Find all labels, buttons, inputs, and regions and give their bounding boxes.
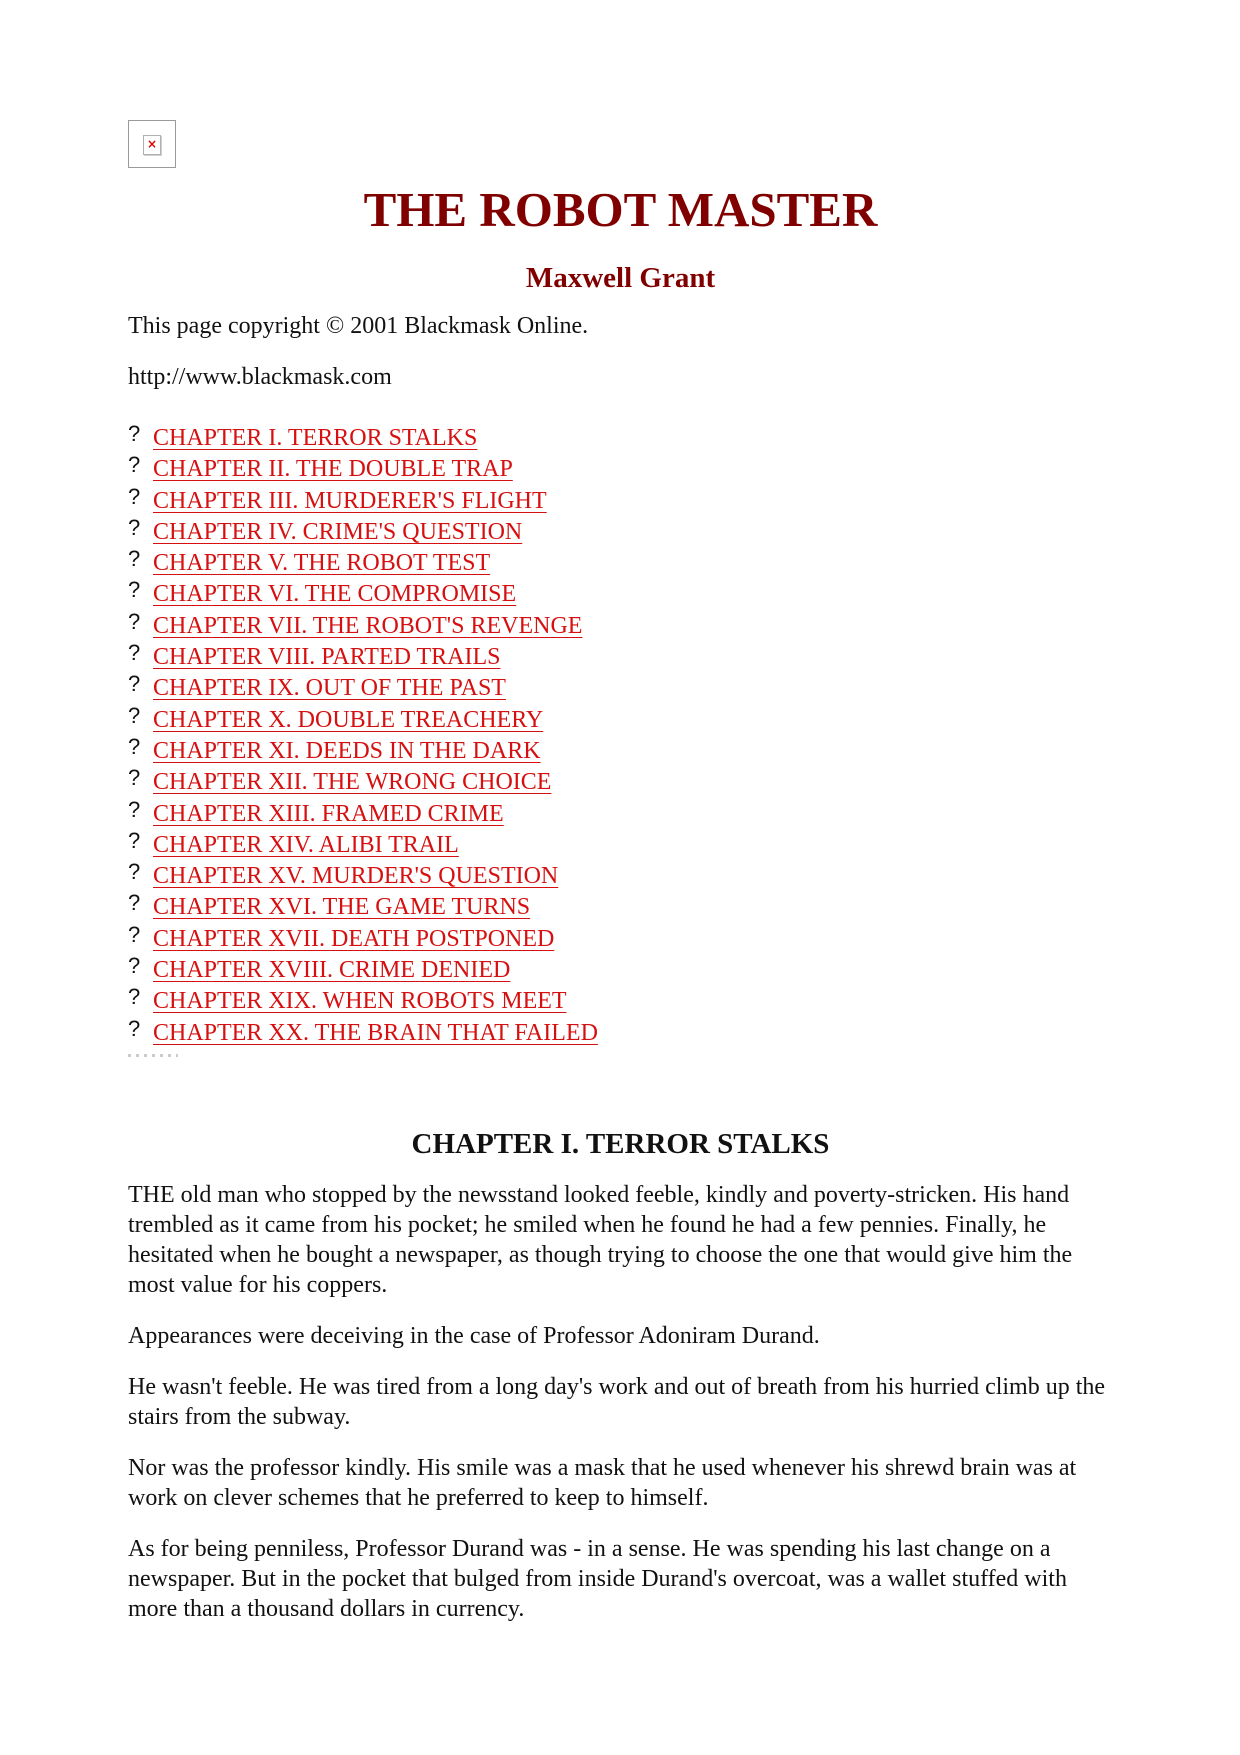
toc-link-chapter-18[interactable]: CHAPTER XVIII. CRIME DENIED <box>153 957 511 984</box>
copyright-notice: This page copyright © 2001 Blackmask Online. <box>128 313 589 339</box>
toc-link-chapter-3[interactable]: CHAPTER III. MURDERER'S FLIGHT <box>153 487 547 514</box>
toc-link-chapter-17[interactable]: CHAPTER XVII. DEATH POSTPONED <box>153 925 555 952</box>
toc-bullet: ? <box>128 1015 141 1041</box>
toc-item <box>128 921 598 955</box>
toc-item <box>128 955 598 986</box>
document-title: THE ROBOT MASTER <box>363 182 878 237</box>
paragraph: As for being penniless, Professor Durand was - in a sense. He was spending his last change on a newspaper. But in the pocket that bulged from inside Durand's overcoat, was a wallet stuffed with more than a thousand dollars in currency. <box>128 1536 1067 1622</box>
toc-item <box>128 892 598 923</box>
toc-item <box>128 642 598 673</box>
toc-link-chapter-10[interactable]: CHAPTER X. DOUBLE TREACHERY <box>153 706 544 733</box>
toc-link-chapter-2[interactable]: CHAPTER II. THE DOUBLE TRAP <box>153 456 513 483</box>
toc-bullet: ? <box>128 640 141 666</box>
toc-link-chapter-4[interactable]: CHAPTER IV. CRIME'S QUESTION <box>153 518 523 545</box>
toc-link-chapter-8[interactable]: CHAPTER VIII. PARTED TRAILS <box>153 644 501 671</box>
toc-bullet: ? <box>128 514 141 540</box>
toc-link-chapter-19[interactable]: CHAPTER XIX. WHEN ROBOTS MEET <box>153 988 567 1015</box>
toc-item <box>128 673 598 704</box>
toc-link-chapter-7[interactable]: CHAPTER VII. THE ROBOT'S REVENGE <box>153 612 583 639</box>
toc-link-chapter-13[interactable]: CHAPTER XIII. FRAMED CRIME <box>153 800 504 827</box>
toc-bullet: ? <box>128 796 141 822</box>
toc-bullet: ? <box>128 608 141 634</box>
toc-link-chapter-6[interactable]: CHAPTER VI. THE COMPROMISE <box>153 581 517 608</box>
toc-item <box>128 733 598 767</box>
toc-item <box>128 579 598 610</box>
toc-item <box>128 986 598 1017</box>
toc-bullet: ? <box>128 483 141 509</box>
toc-item <box>128 608 598 642</box>
paragraph: He wasn't feeble. He was tired from a long day's work and out of breath from his hurried climb up the stairs from the subway. <box>128 1374 1106 1430</box>
toc-bullet: ? <box>128 859 141 885</box>
toc-link-chapter-20[interactable]: CHAPTER XX. THE BRAIN THAT FAILED <box>153 1019 598 1046</box>
toc-item <box>128 1015 598 1049</box>
paragraph: Appearances were deceiving in the case of Professor Adoniram Durand. <box>128 1323 820 1349</box>
toc-link-chapter-14[interactable]: CHAPTER XIV. ALIBI TRAIL <box>153 831 459 858</box>
broken-image-icon <box>128 120 176 168</box>
toc-item <box>128 548 598 579</box>
broken-image-x-icon: × <box>143 135 161 155</box>
toc-item <box>128 767 598 798</box>
paragraph: Nor was the professor kindly. His smile was a mask that he used whenever his shrewd brain was at work on clever schemes that he preferred to keep to himself. <box>128 1455 1077 1511</box>
toc-bullet: ? <box>128 827 141 853</box>
toc-item <box>128 454 598 485</box>
toc-item <box>128 827 598 861</box>
toc-link-chapter-9[interactable]: CHAPTER IX. OUT OF THE PAST <box>153 675 506 702</box>
site-url: http://www.blackmask.com <box>128 364 392 390</box>
toc-bullet: ? <box>128 702 141 728</box>
chapter-heading: CHAPTER I. TERROR STALKS <box>411 1128 830 1160</box>
table-of-contents <box>128 423 598 1049</box>
paragraph: THE old man who stopped by the newsstand looked feeble, kindly and poverty-stricken. His hand trembled as it came from his pocket; he smiled when he found he had a few pennies. Finally, he hesitated when he bought a newspaper, as though trying to choose the one that would give him the most value for his coppers. <box>128 1182 1073 1298</box>
toc-link-chapter-12[interactable]: CHAPTER XII. THE WRONG CHOICE <box>153 769 552 796</box>
toc-link-chapter-16[interactable]: CHAPTER XVI. THE GAME TURNS <box>153 894 531 921</box>
toc-item <box>128 483 598 517</box>
toc-link-chapter-15[interactable]: CHAPTER XV. MURDER'S QUESTION <box>153 863 559 890</box>
toc-link-chapter-1[interactable]: CHAPTER I. TERROR STALKS <box>153 425 478 451</box>
author-name: Maxwell Grant <box>525 262 716 294</box>
toc-bullet: ? <box>128 953 141 979</box>
toc-bullet: ? <box>128 452 141 478</box>
toc-item <box>128 423 598 454</box>
toc-bullet: ? <box>128 921 141 947</box>
clipped-line-fragment <box>128 1054 178 1057</box>
toc-bullet: ? <box>128 421 141 446</box>
toc-bullet: ? <box>128 733 141 759</box>
toc-bullet: ? <box>128 765 141 791</box>
toc-item <box>128 702 598 736</box>
toc-bullet: ? <box>128 546 141 572</box>
toc-bullet: ? <box>128 890 141 916</box>
toc-item <box>128 861 598 892</box>
toc-link-chapter-5[interactable]: CHAPTER V. THE ROBOT TEST <box>153 550 491 577</box>
toc-item <box>128 514 598 548</box>
toc-item <box>128 796 598 830</box>
toc-link-chapter-11[interactable]: CHAPTER XI. DEEDS IN THE DARK <box>153 737 541 764</box>
chapter-body <box>128 1180 1113 1645</box>
toc-bullet: ? <box>128 577 141 603</box>
toc-bullet: ? <box>128 671 141 697</box>
toc-bullet: ? <box>128 984 141 1010</box>
